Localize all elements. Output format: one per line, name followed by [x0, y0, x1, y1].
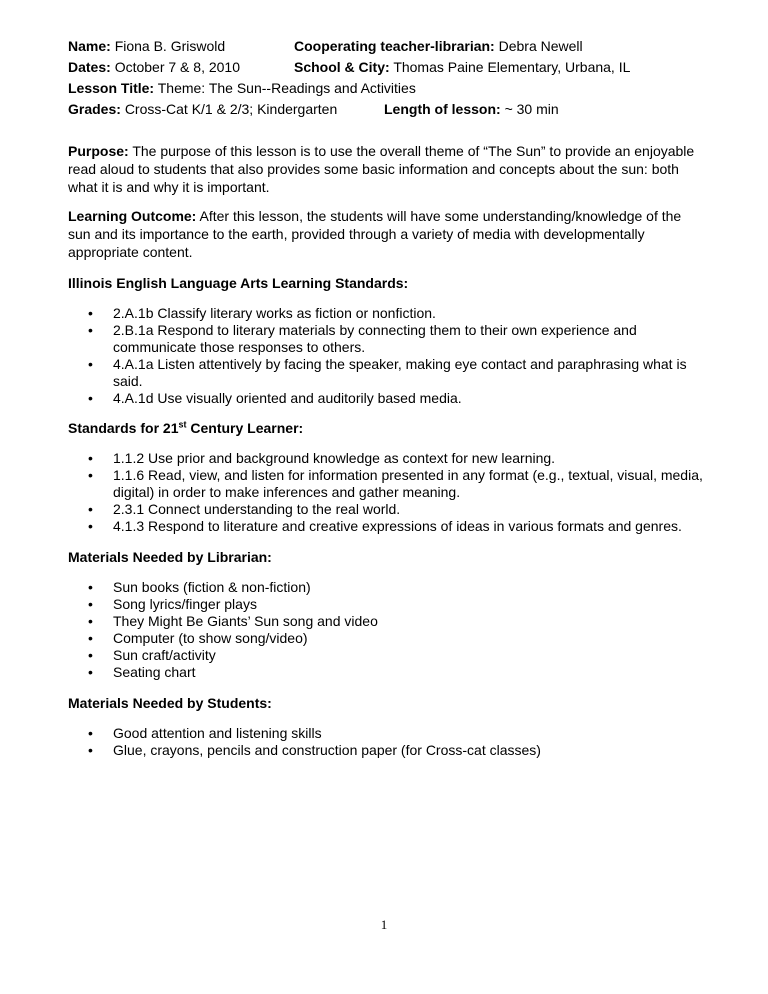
bullet-icon: •: [88, 579, 93, 595]
header-row-dates: [68, 57, 704, 78]
materials-librarian-list: [68, 579, 704, 681]
header-row-lesson: [68, 78, 704, 99]
list-item: • 2.A.1b Classify literary works as fiction or nonfiction.: [88, 305, 436, 321]
name-field: Name: Fiona B. Griswold: [68, 38, 226, 54]
dates-field: Dates: October 7 & 8, 2010: [68, 59, 240, 75]
standards-21st-century-list: [68, 450, 704, 535]
cooperating-teacher-field: Cooperating teacher-librarian: Debra Newell: [294, 38, 583, 54]
bullet-icon: •: [88, 664, 93, 680]
list-item: • Seating chart: [88, 664, 196, 680]
lesson-plan-page: [68, 36, 704, 759]
bullet-icon: •: [88, 518, 93, 534]
materials-librarian-heading: Materials Needed by Librarian:: [68, 549, 272, 565]
bullet-icon: •: [88, 305, 93, 321]
list-item: • 1.1.2 Use prior and background knowledge as context for new learning.: [88, 450, 556, 466]
materials-students-list: [68, 725, 704, 759]
list-item: • They Might Be Giants’ Sun song and video: [88, 613, 378, 629]
list-item: • Glue, crayons, pencils and construction paper (for Cross-cat classes): [88, 742, 541, 758]
school-city-field: School & City: Thomas Paine Elementary, Urbana, IL: [294, 59, 631, 75]
bullet-icon: •: [88, 322, 93, 338]
bullet-icon: •: [88, 356, 93, 372]
bullet-icon: •: [88, 742, 93, 758]
header-row-name: [68, 36, 704, 57]
standards-21st-century-heading: Standards for 21st Century Learner:: [68, 419, 304, 436]
bullet-icon: •: [88, 613, 93, 629]
bullet-icon: •: [88, 501, 93, 517]
header-row-grades: [68, 99, 704, 120]
list-item: • Computer (to show song/video): [88, 630, 308, 646]
learning-outcome-paragraph: Learning Outcome: After this lesson, the students will have some understanding/knowledge of the sun and its importance to the earth, provided through a variety of media with developmentally appropriate content.: [68, 208, 682, 260]
illinois-standards-list: [68, 305, 704, 407]
list-item: • Good attention and listening skills: [88, 725, 322, 741]
materials-students-heading: Materials Needed by Students:: [68, 695, 272, 711]
page-number: 1: [380, 917, 388, 932]
illinois-standards-heading: Illinois English Language Arts Learning Standards:: [68, 275, 409, 291]
list-item: • 4.1.3 Respond to literature and creative expressions of ideas in various formats and genres.: [88, 518, 682, 534]
bullet-icon: •: [88, 450, 93, 466]
list-item: • Sun craft/activity: [88, 647, 216, 663]
list-item: • 2.3.1 Connect understanding to the real world.: [88, 501, 401, 517]
list-item: • Sun books (fiction & non-fiction): [88, 579, 311, 595]
bullet-icon: •: [88, 630, 93, 646]
list-item: • 2.B.1a Respond to literary materials by connecting them to their own experience and communicate those responses to others.: [88, 322, 637, 355]
lesson-title-field: Lesson Title: Theme: The Sun--Readings and Activities: [68, 80, 416, 96]
bullet-icon: •: [88, 390, 93, 406]
list-item: • Song lyrics/finger plays: [88, 596, 257, 612]
bullet-icon: •: [88, 596, 93, 612]
list-item: • 4.A.1d Use visually oriented and auditorily based media.: [88, 390, 462, 406]
purpose-paragraph: Purpose: The purpose of this lesson is to use the overall theme of “The Sun” to provide an enjoyable read aloud to students that also provides some basic information and concepts about the sun: both what it is and why it is important.: [68, 143, 695, 195]
bullet-icon: •: [88, 725, 93, 741]
bullet-icon: •: [88, 467, 93, 483]
length-field: Length of lesson: ~ 30 min: [384, 101, 559, 117]
list-item: • 4.A.1a Listen attentively by facing the speaker, making eye contact and paraphrasing what is said.: [88, 356, 687, 389]
grades-field: Grades: Cross-Cat K/1 & 2/3; Kindergarten: [68, 101, 338, 117]
bullet-icon: •: [88, 647, 93, 663]
list-item: • 1.1.6 Read, view, and listen for information presented in any format (e.g., textual, visual, media, digital) in order to make inferences and gather meaning.: [88, 467, 703, 500]
